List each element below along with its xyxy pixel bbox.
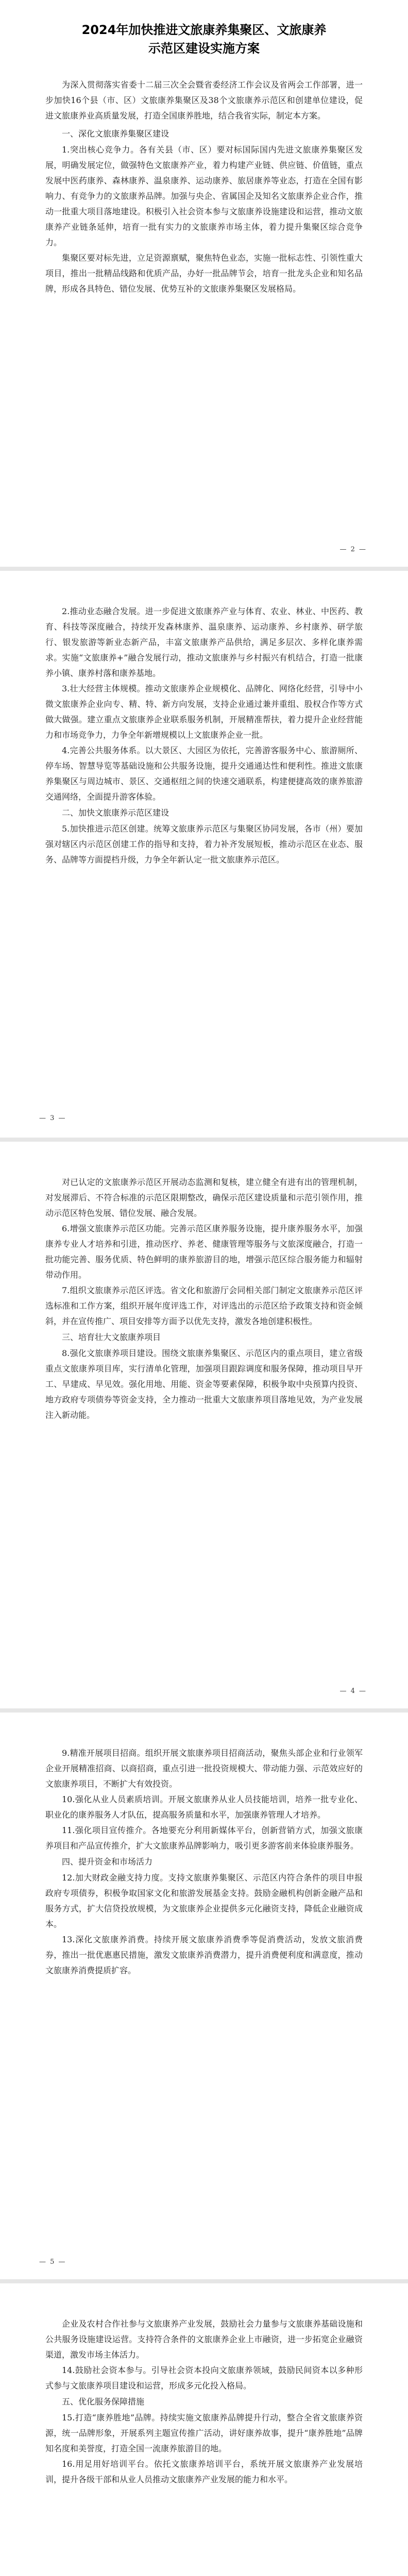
item-5-paragraph: 5.加快推进示范区创建。统筹文旅康养示范区与集聚区协同发展，各市（州）要加强对辖区内示范区创建工作的指导和支持，着力补齐发展短板，推动示范区在业态、服务、品牌等方面提档升级，力争全年新认定一批文旅康养示范区。 [45,824,363,865]
document-title [45,0,363,58]
item-13-paragraph: 13.深化文旅康养消费。持续开展文旅康养消费季等促消费活动，发放文旅消费券，推出一批优惠惠民措施，激发文旅康养消费潜力，提升消费便利度和满意度，推动文旅康养消费提质扩容。 [45,1935,363,1975]
section-heading-5: 五、优化服务保障措施 [62,2397,145,2406]
page-number: — 4 — [339,1687,367,1695]
item-7-paragraph: 7.组织文旅康养示范区评选。省文化和旅游厅会同相关部门制定文旅康养示范区评选标准和工作方案，组织开展年度评选工作，对评选出的示范区给予政策支持和资金倾斜，并在宣传推广、项目安排等方面予以优先支持，激发各地创建积极性。 [45,1285,363,1326]
item-9-paragraph: 9.精准开展项目招商。组织开展文旅康养项目招商活动，聚焦头部企业和行业领军企业开展精准招商、以商招商，重点引进一批投资规模大、带动能力强、示范效应好的文旅康养项目，不断扩大有效投资。 [45,1748,363,1789]
section-heading-3: 三、培育壮大文旅康养项目 [62,1332,161,1342]
page-3-opening-paragraph: 对已认定的文旅康养示范区开展动态监测和复核，建立健全有进有出的管理机制，对发展滞后、不符合标准的示范区限期整改，确保示范区建设质量和示范引领作用，推动示范区特色发展、错位发展、融合发展。 [45,1177,363,1218]
item-15-paragraph: 15.打造“康养胜地”品牌。持续实施文旅康养品牌提升行动，整合全省文旅康养资源，统一品牌形象，开展系列主题宣传推广活动，讲好康养故事，提升“康养胜地”品牌知名度和美誉度，打造全国一流康养旅游目的地。 [45,2413,363,2453]
item-6-paragraph: 6.增强文旅康养示范区功能。完善示范区康养服务设施，提升康养服务水平，加强康养专业人才培养和引进，推动医疗、养老、健康管理等服务与文旅深度融合，打造一批功能完善、服务优质、特色鲜明的康养旅游目的地，增强示范区综合服务能力和辐射带动作用。 [45,1224,363,1280]
section-heading-2: 二、加快文旅康养示范区建设 [62,808,169,818]
document-page-5 [0,2283,408,2576]
section-heading-1: 一、深化文旅康养集聚区建设 [62,129,169,139]
title-line-2: 示范区建设实施方案 [148,41,260,56]
intro-paragraph: 为深入贯彻落实省委十二届三次全会暨省委经济工作会议及省两会工作部署，进一步加快16个县（市、区）文旅康养集聚区及38个文旅康养示范区和创建单位建设，促进文旅康养业高质量发展，打造全国康养胜地，结合我省实际，制定本方案。 [45,80,363,121]
item-1-continued-paragraph: 集聚区要对标先进，立足资源禀赋，聚焦特色业态，实施一批标志性、引领性重大项目，推出一批精品线路和优质产品，办好一批品牌节会，培育一批龙头企业和知名品牌，形成各具特色、错位发展、优势互补的文旅康养集聚区发展格局。 [45,253,363,294]
title-line-1: 2024年加快推进文旅康养集聚区、文旅康养 [81,23,327,37]
page-number: — 3 — [39,1114,66,1122]
item-16-paragraph: 16.用足用好培训平台。依托文旅康养培训平台，系统开展文旅康养产业发展培训，提升各级干部和从业人员推动文旅康养产业发展的能力和水平。 [45,2459,363,2484]
document-page-2 [0,571,408,1138]
item-1-paragraph: 1.突出核心竞争力。各有关县（市、区）要对标国际国内先进文旅康养集聚区发展，明确发展定位，做强特色文旅康养产业，着力构建产业链、供应链、价值链，重点发展中医药康养、森林康养、温泉康养、运动康养、旅居康养等业态，打造在全国有影响力、有竞争力的文旅康养品牌。加强与央企、省属国企及知名文旅康养企业合作，推动一批重大项目落地建设。积极引入社会资本参与文旅康养设施建设和运营，推动文旅康养产业链条延伸，培育一批有实力的文旅康养市场主体，着力提升集聚区综合竞争力。 [45,145,363,247]
page-number: — 2 — [339,546,367,553]
page-number: — 5 — [39,2258,66,2266]
document-page-1 [0,0,408,567]
item-10-paragraph: 10.强化从业人员素质培训。开展文旅康养从业人员技能培训，培养一批专业化、职业化的康养服务人才队伍，提高服务质量和水平，加强康养管理人才培养。 [45,1794,363,1820]
item-3-paragraph: 3.壮大经营主体规模。推动文旅康养企业规模化、品牌化、网络化经营，引导中小微文旅康养企业向专、精、特、新方向发展，支持企业通过兼并重组、股权合作等方式做大做强。建立重点文旅康养企业联系服务机制，开展精准帮扶，着力提升企业经营能力和市场竞争力，力争全年新增规模以上文旅康养企业一批。 [45,684,363,740]
item-11-paragraph: 11.强化项目宣传推介。各地要充分利用新媒体平台，创新营销方式，加强文旅康养项目和产品宣传推介，扩大文旅康养品牌影响力，吸引更多游客前来体验康养服务。 [45,1825,363,1851]
section-heading-4: 四、提升资金和市场活力 [62,1857,153,1867]
document-page-3 [0,1142,408,1708]
item-2-paragraph: 2.推动业态融合发展。进一步促进文旅康养产业与体育、农业、林业、中医药、教育、科技等深度融合，持续开发森林康养、温泉康养、运动康养、乡村康养、研学旅行、银发旅游等新业态新产品，丰富文旅康养产品供给，满足多层次、多样化康养需求。实施“文旅康养+”融合发展行动，推动文旅康养与乡村振兴有机结合，打造一批康养小镇、康养村落和康养基地。 [45,606,363,678]
page-5-opening-paragraph: 企业及农村合作社参与文旅康养产业发展，鼓励社会力量参与文旅康养基础设施和公共服务设施建设运营。支持符合条件的文旅康养企业上市融资，进一步拓宽企业融资渠道，激发市场主体活力。 [45,2319,363,2360]
item-12-paragraph: 12.加大财政金融支持力度。支持文旅康养集聚区、示范区内符合条件的项目申报政府专项债券，积极争取国家文化和旅游发展基金支持。鼓励金融机构创新金融产品和服务方式，扩大信贷投放规模，为文旅康养企业提供多元化融资支持，降低企业融资成本。 [45,1873,363,1929]
item-8-paragraph: 8.强化文旅康养项目建设。围绕文旅康养集聚区、示范区内的重点项目，建立省级重点文旅康养项目库，实行清单化管理，加强项目跟踪调度和服务保障，推动项目早开工、早建成、早见效。强化用地、用能、资金等要素保障，积极争取中央预算内投资、地方政府专项债券等资金支持，全力推动一批重大文旅康养项目落地见效，为产业发展注入新动能。 [45,1348,363,1420]
item-14-paragraph: 14.鼓励社会资本参与。引导社会资本投向文旅康养领域，鼓励民间资本以多种形式参与文旅康养项目建设和运营，形成多元化投入格局。 [45,2365,363,2391]
item-4-paragraph: 4.完善公共服务体系。以大景区、大园区为依托，完善游客服务中心、旅游厕所、停车场、智慧导览等基础设施和公共服务设施，提升交通通达性和便利性。推进文旅康养集聚区与周边城市、景区、交通枢纽之间的快速交通联系，构建便捷高效的康养旅游交通网络，全面提升游客体验。 [45,745,363,802]
document-page-4 [0,1713,408,2279]
